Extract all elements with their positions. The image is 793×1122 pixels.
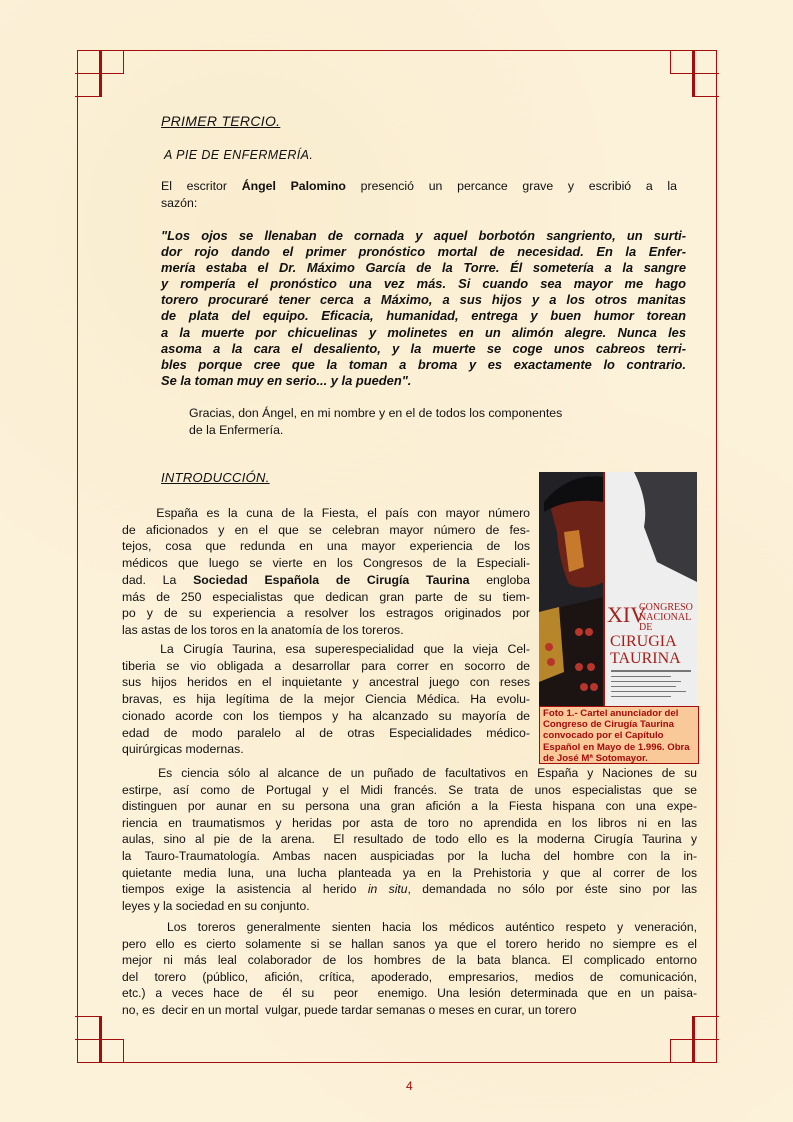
page-number: 4 [406,1079,413,1093]
text-line: po y de su experiencia a resolver los estragos originados por [122,606,530,621]
text-line: torero procuraré tener cerca a Máximo, a sus hijos y a los otros manitas [161,292,686,308]
text-line: médicos que luego se vierte en los Congresos de la Especiali- [122,556,530,571]
poster-text-nacional: NACIONAL [639,612,692,623]
text-line: quietante media luna, una lucha planteada ya en la Prehistoria y que al correr de los [122,865,697,880]
text-segment: presenció un percance grave y escribió a la [345,179,677,193]
text-line: quirúrgicas modernas. [122,742,244,757]
text-line: edad de modo paralelo al de otras Especialidades médico- [122,725,530,740]
text-line: etc.) a veces hace de él su peor enemigo. Una lesión determinada que en un paisa- [122,986,697,1001]
text-line: riencia en traumatismos y heridas por asta de toro no aprendida en los libros ni en las [122,815,697,830]
paragraph-2 [122,641,530,758]
text-line: "Los ojos se llenaban de cornada y aquel borbotón sangriento, un surti- [161,228,686,243]
intro-paragraph [161,178,677,211]
text-line: la Tauro-Traumatología. Ambas nacen auspiciadas por la lucha del hombre con la in- [122,848,697,863]
italic-text: in situ [367,882,408,897]
text-line: cionado acorde con los tiempos y ha alcanzado su mayoría de [122,708,530,723]
paragraph-3 [122,765,697,914]
paragraph-1 [122,505,530,639]
text-line: La Cirugía Taurina, esa superespecialidad que la vieja Cel- [122,642,530,656]
text-line: Se la toman muy en serio... y la pueden". [161,372,412,388]
text-segment: , demandada no sólo por éste sino por las [407,882,698,897]
text-line: estirpe, así como de Portugal y el Midi francés. Se trata de unos especialistas que se [122,782,697,797]
text-line: sazón: [161,195,198,210]
text-line: sus hijos heridos en el inquietante y ancestral juego con reses [122,675,530,690]
photo-caption: Foto 1.- Cartel anunciador del Congreso de Cirugía Taurina convocado por el Capítulo Español en Mayo de 1.996. Obra de José Mª Sotomayor. [539,706,699,764]
text-line: España es la cuna de la Fiesta, el país con mayor número [122,506,530,520]
text-line: dor rojo dando el primer pronóstico mortal de necesidad. En la Enfer- [161,244,686,260]
bold-text: Sociedad Española de Cirugía Taurina [193,572,470,587]
text-line: de plata del equipo. Eficacia, humanidad, entrega y buen humor torean [161,308,686,324]
text-line: del torero (público, afición, crítica, apoderado, empresarios, medios de comunicación, [122,969,697,984]
poster-text-cirugia: CIRUGIA [610,633,677,650]
section-title-primer-tercio: PRIMER TERCIO. [161,113,281,129]
text-line: mejor ni más leal colaborador de los hombres de la bata blanca. El complicado entorno [122,953,697,968]
text-segment: engloba [469,572,530,587]
text-line: a la muerte por chicuelinas y molinetes en un alimón alegre. Nunca les [161,324,686,340]
text-line: no, es decir en un mortal vulgar, puede tardar semanas o meses en curar, un torero [122,1002,577,1017]
palomino-quote [161,228,686,389]
poster-text-taurina: TAURINA [610,650,681,667]
text-line: leyes y la sociedad en su conjunto. [122,898,310,913]
poster-roman-numeral: XIV [607,602,647,627]
text-line: bles porque cree que la toman a broma y es exactamente lo contrario. [161,356,686,372]
thanks-paragraph [189,405,639,438]
poster-text-de: DE [639,622,653,633]
text-line: más de 250 especialistas que dedican gran parte de su tiem- [122,589,530,604]
poster-photo [539,472,697,706]
text-segment: El escritor [161,179,242,193]
text-line: Los toreros generalmente sienten hacia los médicos auténtico respeto y veneración, [122,920,697,934]
text-line: aulas, sino al pie de la arena. El resultado de todo ello es la moderna Cirugía Taurina y [122,832,697,847]
poster-text-congreso: CONGRESO [639,602,693,613]
text-line: tiberia se vio obligada a desarrollar para correr en socorro de [122,658,530,673]
text-segment: tiempos exige la asistencia al herido [122,882,368,897]
text-line: de aficionados y en el que se celebran mayor número de fes- [122,522,530,537]
text-line [122,572,530,589]
paragraph-4 [122,919,697,1019]
text-line [161,178,677,195]
text-segment: dad. La [122,572,194,587]
text-line: asoma a la cara el desaliento, y la muerte se coge unos cabreos terri- [161,340,686,356]
text-line: mería estaba el Dr. Máximo García de la Torre. Él sometería a la sangre [161,260,686,276]
text-line: de la Enfermería. [189,422,284,437]
bold-text: Ángel Palomino [241,179,346,193]
text-line: las astas de los toros en la anatomía de los toreros. [122,622,404,637]
text-line: pero ello es cierto solamente si se hallan sanos ya que el torero herido no siempre es el [122,936,697,951]
text-line: tejos, cosa que redunda en una mayor experiencia de los [122,539,530,554]
text-line: distinguen por aunar en su persona una gran afición a la Fiesta hispana con una expe- [122,799,697,814]
text-line: Es ciencia sólo al alcance de un puñado de facultativos en España y Naciones de su [122,766,697,780]
section-subtitle: A PIE DE ENFERMERÍA. [164,148,314,162]
text-line: Gracias, don Ángel, en mi nombre y en el de todos los componentes [189,406,563,420]
text-line [122,881,697,898]
text-line: bravas, es hija legítima de la mejor Ciencia Médica. Ha evolu- [122,692,530,707]
section-title-introduccion: INTRODUCCIÓN. [161,470,270,485]
text-line: y rompería el pronóstico una vez más. Si cuando sea mayor me hago [161,276,686,292]
